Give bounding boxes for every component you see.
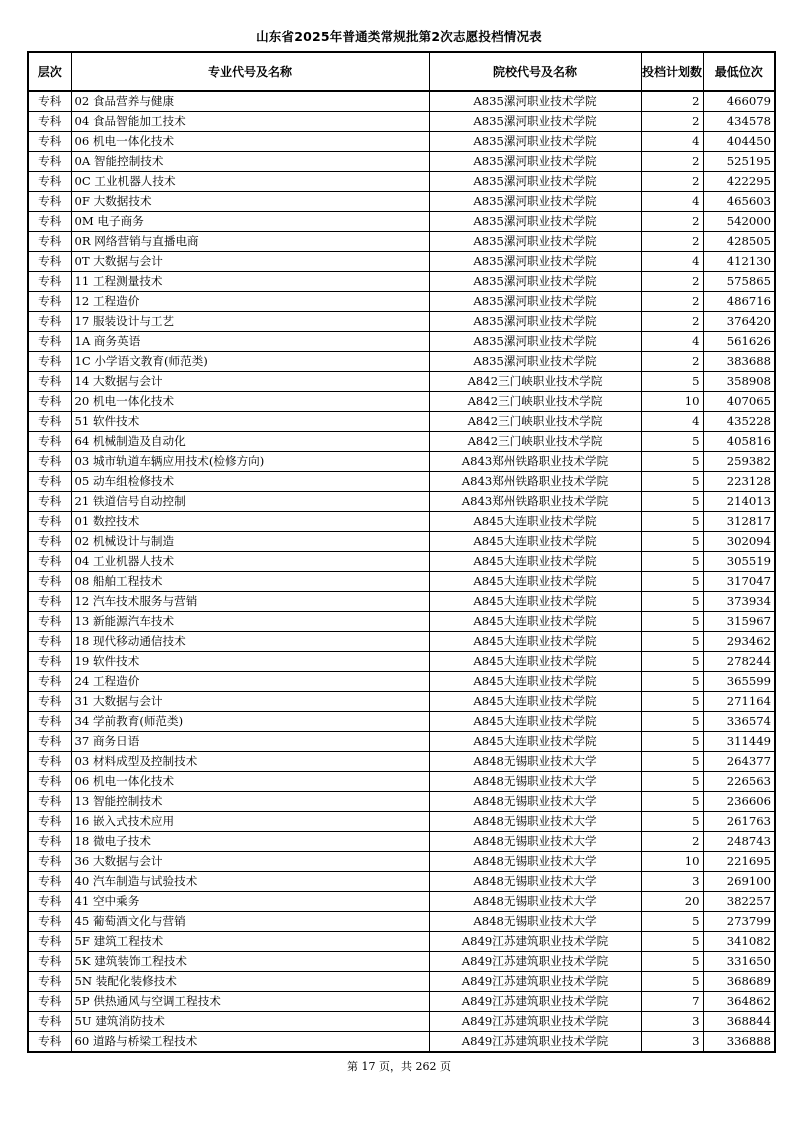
cell-min-rank: 435228 — [703, 412, 775, 432]
cell-school: A845大连职业技术学院 — [429, 672, 641, 692]
table-row — [28, 832, 775, 852]
cell-school: A835漯河职业技术学院 — [429, 332, 641, 352]
cell-school: A849江苏建筑职业技术学院 — [429, 1012, 641, 1032]
cell-school: A835漯河职业技术学院 — [429, 272, 641, 292]
cell-level: 专科 — [28, 332, 71, 352]
table-row — [28, 632, 775, 652]
cell-plan-count: 5 — [641, 692, 703, 712]
table-row — [28, 432, 775, 452]
cell-major: 20 机电一体化技术 — [71, 392, 429, 412]
cell-min-rank: 315967 — [703, 612, 775, 632]
cell-school: A835漯河职业技术学院 — [429, 292, 641, 312]
cell-min-rank: 214013 — [703, 492, 775, 512]
cell-major: 24 工程造价 — [71, 672, 429, 692]
cell-min-rank: 293462 — [703, 632, 775, 652]
table-row — [28, 472, 775, 492]
cell-level: 专科 — [28, 852, 71, 872]
cell-school: A845大连职业技术学院 — [429, 712, 641, 732]
table-row — [28, 552, 775, 572]
cell-min-rank: 236606 — [703, 792, 775, 812]
cell-min-rank: 364862 — [703, 992, 775, 1012]
header-level: 层次 — [28, 52, 71, 91]
table-row — [28, 792, 775, 812]
cell-major: 41 空中乘务 — [71, 892, 429, 912]
cell-plan-count: 5 — [641, 812, 703, 832]
cell-major: 16 嵌入式技术应用 — [71, 812, 429, 832]
cell-major: 5P 供热通风与空调工程技术 — [71, 992, 429, 1012]
table-row — [28, 672, 775, 692]
cell-plan-count: 20 — [641, 892, 703, 912]
table-row — [28, 272, 775, 292]
cell-plan-count: 5 — [641, 732, 703, 752]
cell-level: 专科 — [28, 432, 71, 452]
table-row — [28, 692, 775, 712]
cell-plan-count: 2 — [641, 292, 703, 312]
cell-school: A835漯河职业技术学院 — [429, 352, 641, 372]
cell-level: 专科 — [28, 472, 71, 492]
header-plan-count: 投档计划数 — [641, 52, 703, 91]
cell-level: 专科 — [28, 492, 71, 512]
cell-major: 06 机电一体化技术 — [71, 772, 429, 792]
cell-plan-count: 3 — [641, 1032, 703, 1053]
cell-min-rank: 311449 — [703, 732, 775, 752]
cell-level: 专科 — [28, 892, 71, 912]
table-header-row — [28, 52, 775, 91]
cell-min-rank: 248743 — [703, 832, 775, 852]
cell-plan-count: 5 — [641, 932, 703, 952]
cell-min-rank: 412130 — [703, 252, 775, 272]
cell-min-rank: 331650 — [703, 952, 775, 972]
cell-school: A848无锡职业技术大学 — [429, 872, 641, 892]
cell-min-rank: 226563 — [703, 772, 775, 792]
cell-level: 专科 — [28, 792, 71, 812]
cell-level: 专科 — [28, 692, 71, 712]
cell-major: 1A 商务英语 — [71, 332, 429, 352]
table-row — [28, 352, 775, 372]
table-row — [28, 772, 775, 792]
cell-school: A835漯河职业技术学院 — [429, 152, 641, 172]
cell-plan-count: 4 — [641, 412, 703, 432]
table-row — [28, 292, 775, 312]
table-row — [28, 172, 775, 192]
cell-plan-count: 5 — [641, 632, 703, 652]
cell-min-rank: 221695 — [703, 852, 775, 872]
cell-school: A845大连职业技术学院 — [429, 592, 641, 612]
cell-level: 专科 — [28, 532, 71, 552]
cell-min-rank: 264377 — [703, 752, 775, 772]
cell-school: A843郑州铁路职业技术学院 — [429, 492, 641, 512]
table-row — [28, 492, 775, 512]
cell-level: 专科 — [28, 552, 71, 572]
cell-school: A845大连职业技术学院 — [429, 732, 641, 752]
cell-min-rank: 317047 — [703, 572, 775, 592]
cell-level: 专科 — [28, 392, 71, 412]
table-row — [28, 252, 775, 272]
table-row — [28, 1032, 775, 1053]
cell-level: 专科 — [28, 452, 71, 472]
cell-level: 专科 — [28, 1032, 71, 1053]
cell-min-rank: 341082 — [703, 932, 775, 952]
cell-major: 0C 工业机器人技术 — [71, 172, 429, 192]
cell-school: A843郑州铁路职业技术学院 — [429, 452, 641, 472]
table-row — [28, 112, 775, 132]
cell-plan-count: 2 — [641, 232, 703, 252]
cell-min-rank: 434578 — [703, 112, 775, 132]
table-row — [28, 232, 775, 252]
table-row — [28, 732, 775, 752]
table-row — [28, 972, 775, 992]
header-major: 专业代号及名称 — [71, 52, 429, 91]
table-row — [28, 652, 775, 672]
cell-plan-count: 7 — [641, 992, 703, 1012]
cell-level: 专科 — [28, 672, 71, 692]
cell-level: 专科 — [28, 752, 71, 772]
cell-major: 37 商务日语 — [71, 732, 429, 752]
cell-major: 17 服装设计与工艺 — [71, 312, 429, 332]
cell-school: A849江苏建筑职业技术学院 — [429, 932, 641, 952]
cell-major: 5K 建筑装饰工程技术 — [71, 952, 429, 972]
cell-school: A835漯河职业技术学院 — [429, 172, 641, 192]
table-row — [28, 952, 775, 972]
cell-level: 专科 — [28, 732, 71, 752]
cell-level: 专科 — [28, 272, 71, 292]
cell-major: 11 工程测量技术 — [71, 272, 429, 292]
table-row — [28, 872, 775, 892]
header-min-rank: 最低位次 — [703, 52, 775, 91]
cell-plan-count: 5 — [641, 472, 703, 492]
cell-plan-count: 3 — [641, 1012, 703, 1032]
cell-plan-count: 2 — [641, 172, 703, 192]
cell-level: 专科 — [28, 352, 71, 372]
cell-level: 专科 — [28, 192, 71, 212]
cell-min-rank: 525195 — [703, 152, 775, 172]
cell-min-rank: 305519 — [703, 552, 775, 572]
cell-school: A845大连职业技术学院 — [429, 632, 641, 652]
table-row — [28, 572, 775, 592]
cell-level: 专科 — [28, 872, 71, 892]
cell-level: 专科 — [28, 712, 71, 732]
table-row — [28, 452, 775, 472]
cell-level: 专科 — [28, 252, 71, 272]
table-row — [28, 992, 775, 1012]
cell-major: 36 大数据与会计 — [71, 852, 429, 872]
cell-min-rank: 269100 — [703, 872, 775, 892]
page-footer: 第 17 页，共 262 页 — [347, 1060, 451, 1073]
cell-level: 专科 — [28, 832, 71, 852]
cell-plan-count: 5 — [641, 372, 703, 392]
cell-level: 专科 — [28, 292, 71, 312]
cell-major: 18 微电子技术 — [71, 832, 429, 852]
cell-plan-count: 5 — [641, 652, 703, 672]
cell-level: 专科 — [28, 652, 71, 672]
cell-major: 18 现代移动通信技术 — [71, 632, 429, 652]
cell-school: A845大连职业技术学院 — [429, 692, 641, 712]
cell-school: A849江苏建筑职业技术学院 — [429, 1032, 641, 1053]
cell-plan-count: 5 — [641, 592, 703, 612]
cell-level: 专科 — [28, 592, 71, 612]
table-row — [28, 752, 775, 772]
cell-level: 专科 — [28, 612, 71, 632]
cell-level: 专科 — [28, 412, 71, 432]
cell-plan-count: 3 — [641, 872, 703, 892]
cell-plan-count: 2 — [641, 832, 703, 852]
cell-level: 专科 — [28, 132, 71, 152]
table-row — [28, 332, 775, 352]
cell-school: A845大连职业技术学院 — [429, 512, 641, 532]
cell-level: 专科 — [28, 972, 71, 992]
cell-major: 05 动车组检修技术 — [71, 472, 429, 492]
cell-min-rank: 383688 — [703, 352, 775, 372]
cell-major: 0R 网络营销与直播电商 — [71, 232, 429, 252]
cell-school: A848无锡职业技术大学 — [429, 812, 641, 832]
table-row — [28, 592, 775, 612]
table-row — [28, 712, 775, 732]
cell-min-rank: 273799 — [703, 912, 775, 932]
cell-school: A848无锡职业技术大学 — [429, 752, 641, 772]
table-row — [28, 812, 775, 832]
cell-plan-count: 5 — [641, 712, 703, 732]
cell-major: 5N 装配化装修技术 — [71, 972, 429, 992]
cell-min-rank: 376420 — [703, 312, 775, 332]
cell-school: A835漯河职业技术学院 — [429, 232, 641, 252]
cell-school: A845大连职业技术学院 — [429, 572, 641, 592]
cell-plan-count: 2 — [641, 91, 703, 112]
cell-major: 45 葡萄酒文化与营销 — [71, 912, 429, 932]
cell-min-rank: 428505 — [703, 232, 775, 252]
cell-major: 12 汽车技术服务与营销 — [71, 592, 429, 612]
cell-plan-count: 5 — [641, 552, 703, 572]
table-body — [28, 91, 775, 1052]
cell-school: A845大连职业技术学院 — [429, 552, 641, 572]
cell-major: 14 大数据与会计 — [71, 372, 429, 392]
cell-plan-count: 4 — [641, 132, 703, 152]
cell-school: A849江苏建筑职业技术学院 — [429, 972, 641, 992]
cell-min-rank: 261763 — [703, 812, 775, 832]
cell-plan-count: 5 — [641, 972, 703, 992]
cell-min-rank: 358908 — [703, 372, 775, 392]
cell-plan-count: 2 — [641, 152, 703, 172]
header-school: 院校代号及名称 — [429, 52, 641, 91]
cell-min-rank: 223128 — [703, 472, 775, 492]
cell-major: 19 软件技术 — [71, 652, 429, 672]
cell-major: 34 学前教育(师范类) — [71, 712, 429, 732]
cell-school: A848无锡职业技术大学 — [429, 852, 641, 872]
cell-min-rank: 466079 — [703, 91, 775, 112]
cell-min-rank: 405816 — [703, 432, 775, 452]
cell-school: A842三门峡职业技术学院 — [429, 392, 641, 412]
cell-plan-count: 5 — [641, 612, 703, 632]
cell-plan-count: 2 — [641, 312, 703, 332]
cell-school: A842三门峡职业技术学院 — [429, 432, 641, 452]
cell-major: 5U 建筑消防技术 — [71, 1012, 429, 1032]
cell-school: A835漯河职业技术学院 — [429, 112, 641, 132]
cell-school: A835漯河职业技术学院 — [429, 252, 641, 272]
cell-plan-count: 5 — [641, 792, 703, 812]
cell-min-rank: 575865 — [703, 272, 775, 292]
cell-school: A835漯河职业技术学院 — [429, 192, 641, 212]
cell-major: 21 铁道信号自动控制 — [71, 492, 429, 512]
cell-major: 5F 建筑工程技术 — [71, 932, 429, 952]
cell-major: 0F 大数据技术 — [71, 192, 429, 212]
table-row — [28, 852, 775, 872]
cell-major: 04 食品智能加工技术 — [71, 112, 429, 132]
table-row — [28, 372, 775, 392]
table-row — [28, 212, 775, 232]
cell-plan-count: 5 — [641, 452, 703, 472]
cell-min-rank: 422295 — [703, 172, 775, 192]
cell-school: A845大连职业技术学院 — [429, 532, 641, 552]
cell-major: 02 食品营养与健康 — [71, 91, 429, 112]
cell-min-rank: 486716 — [703, 292, 775, 312]
cell-major: 08 船舶工程技术 — [71, 572, 429, 592]
cell-plan-count: 10 — [641, 392, 703, 412]
cell-min-rank: 542000 — [703, 212, 775, 232]
cell-plan-count: 4 — [641, 332, 703, 352]
cell-major: 60 道路与桥梁工程技术 — [71, 1032, 429, 1053]
table-row — [28, 932, 775, 952]
cell-level: 专科 — [28, 152, 71, 172]
cell-plan-count: 2 — [641, 352, 703, 372]
cell-plan-count: 5 — [641, 532, 703, 552]
cell-plan-count: 5 — [641, 952, 703, 972]
admission-table — [27, 51, 776, 1053]
cell-major: 0T 大数据与会计 — [71, 252, 429, 272]
cell-min-rank: 278244 — [703, 652, 775, 672]
cell-major: 01 数控技术 — [71, 512, 429, 532]
cell-min-rank: 259382 — [703, 452, 775, 472]
table-row — [28, 152, 775, 172]
cell-school: A848无锡职业技术大学 — [429, 892, 641, 912]
cell-min-rank: 336888 — [703, 1032, 775, 1053]
cell-min-rank: 271164 — [703, 692, 775, 712]
cell-major: 0M 电子商务 — [71, 212, 429, 232]
cell-major: 12 工程造价 — [71, 292, 429, 312]
cell-min-rank: 336574 — [703, 712, 775, 732]
cell-school: A849江苏建筑职业技术学院 — [429, 992, 641, 1012]
cell-min-rank: 373934 — [703, 592, 775, 612]
cell-plan-count: 5 — [641, 912, 703, 932]
cell-plan-count: 5 — [641, 672, 703, 692]
table-row — [28, 612, 775, 632]
table-row — [28, 512, 775, 532]
cell-min-rank: 365599 — [703, 672, 775, 692]
cell-plan-count: 5 — [641, 752, 703, 772]
table-row — [28, 1012, 775, 1032]
cell-min-rank: 465603 — [703, 192, 775, 212]
cell-major: 04 工业机器人技术 — [71, 552, 429, 572]
cell-plan-count: 4 — [641, 192, 703, 212]
cell-level: 专科 — [28, 172, 71, 192]
cell-min-rank: 302094 — [703, 532, 775, 552]
cell-major: 02 机械设计与制造 — [71, 532, 429, 552]
cell-school: A843郑州铁路职业技术学院 — [429, 472, 641, 492]
cell-major: 64 机械制造及自动化 — [71, 432, 429, 452]
cell-level: 专科 — [28, 772, 71, 792]
cell-school: A848无锡职业技术大学 — [429, 832, 641, 852]
cell-school: A848无锡职业技术大学 — [429, 912, 641, 932]
cell-school: A845大连职业技术学院 — [429, 652, 641, 672]
cell-plan-count: 2 — [641, 112, 703, 132]
cell-major: 03 城市轨道车辆应用技术(检修方向) — [71, 452, 429, 472]
cell-plan-count: 10 — [641, 852, 703, 872]
cell-level: 专科 — [28, 1012, 71, 1032]
cell-level: 专科 — [28, 312, 71, 332]
table-row — [28, 91, 775, 112]
cell-plan-count: 4 — [641, 252, 703, 272]
cell-plan-count: 5 — [641, 492, 703, 512]
cell-school: A848无锡职业技术大学 — [429, 792, 641, 812]
cell-school: A842三门峡职业技术学院 — [429, 372, 641, 392]
cell-level: 专科 — [28, 112, 71, 132]
cell-school: A835漯河职业技术学院 — [429, 91, 641, 112]
table-row — [28, 412, 775, 432]
table-row — [28, 532, 775, 552]
cell-level: 专科 — [28, 952, 71, 972]
cell-school: A848无锡职业技术大学 — [429, 772, 641, 792]
table-row — [28, 312, 775, 332]
table-row — [28, 132, 775, 152]
table-row — [28, 392, 775, 412]
cell-level: 专科 — [28, 572, 71, 592]
cell-level: 专科 — [28, 632, 71, 652]
cell-min-rank: 368689 — [703, 972, 775, 992]
cell-min-rank: 312817 — [703, 512, 775, 532]
cell-min-rank: 368844 — [703, 1012, 775, 1032]
cell-major: 1C 小学语文教育(师范类) — [71, 352, 429, 372]
cell-major: 13 智能控制技术 — [71, 792, 429, 812]
cell-major: 06 机电一体化技术 — [71, 132, 429, 152]
cell-min-rank: 404450 — [703, 132, 775, 152]
cell-school: A835漯河职业技术学院 — [429, 312, 641, 332]
cell-min-rank: 407065 — [703, 392, 775, 412]
cell-major: 51 软件技术 — [71, 412, 429, 432]
cell-level: 专科 — [28, 91, 71, 112]
cell-major: 0A 智能控制技术 — [71, 152, 429, 172]
cell-major: 31 大数据与会计 — [71, 692, 429, 712]
cell-major: 40 汽车制造与试验技术 — [71, 872, 429, 892]
cell-plan-count: 5 — [641, 772, 703, 792]
cell-school: A835漯河职业技术学院 — [429, 212, 641, 232]
table-row — [28, 892, 775, 912]
cell-plan-count: 2 — [641, 212, 703, 232]
cell-level: 专科 — [28, 812, 71, 832]
cell-school: A842三门峡职业技术学院 — [429, 412, 641, 432]
cell-level: 专科 — [28, 992, 71, 1012]
cell-school: A845大连职业技术学院 — [429, 612, 641, 632]
cell-major: 03 材料成型及控制技术 — [71, 752, 429, 772]
cell-min-rank: 561626 — [703, 332, 775, 352]
cell-level: 专科 — [28, 212, 71, 232]
table-row — [28, 912, 775, 932]
cell-level: 专科 — [28, 912, 71, 932]
cell-level: 专科 — [28, 232, 71, 252]
cell-level: 专科 — [28, 512, 71, 532]
table-row — [28, 192, 775, 212]
cell-major: 13 新能源汽车技术 — [71, 612, 429, 632]
page-title: 山东省2025年普通类常规批第2次志愿投档情况表 — [256, 29, 542, 44]
cell-plan-count: 5 — [641, 572, 703, 592]
cell-school: A835漯河职业技术学院 — [429, 132, 641, 152]
cell-min-rank: 382257 — [703, 892, 775, 912]
cell-plan-count: 2 — [641, 272, 703, 292]
cell-school: A849江苏建筑职业技术学院 — [429, 952, 641, 972]
cell-plan-count: 5 — [641, 512, 703, 532]
cell-level: 专科 — [28, 932, 71, 952]
cell-level: 专科 — [28, 372, 71, 392]
cell-plan-count: 5 — [641, 432, 703, 452]
